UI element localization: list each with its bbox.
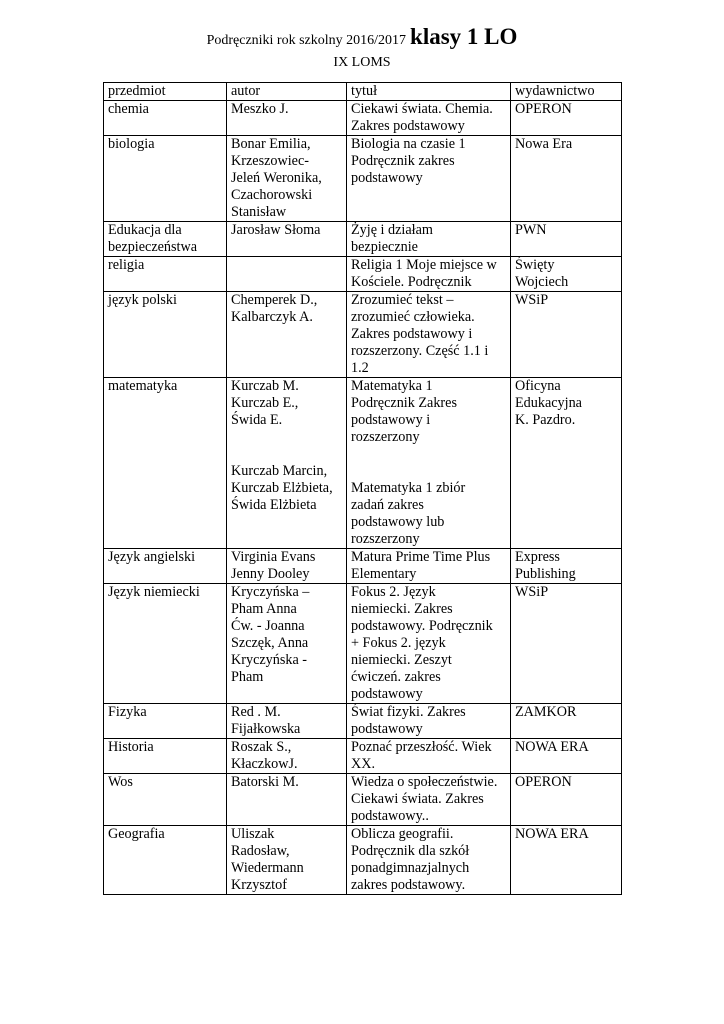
cell-text: rozszerzony: [351, 531, 420, 547]
cell-text: Matematyka 1: [351, 378, 433, 394]
cell-text: Fijałkowska: [231, 721, 301, 737]
cell-spacer: [231, 429, 342, 463]
table-header-row: [104, 83, 622, 101]
cell-author: [227, 739, 347, 774]
cell-subject: [104, 826, 227, 895]
cell-text: rozszerzony: [351, 429, 420, 445]
cell-text: Ćw. - Joanna: [231, 618, 305, 634]
cell-text: język polski: [108, 292, 177, 308]
cell-text: ponadgimnazjalnych: [351, 860, 470, 876]
cell-text: Nowa Era: [515, 136, 573, 152]
cell-text: + Fokus 2. język: [351, 635, 446, 651]
document-header: [0, 22, 724, 70]
cell-text: ZAMKOR: [515, 704, 577, 720]
cell-publisher: [511, 136, 622, 222]
cell-title: [347, 292, 511, 378]
cell-text: Uliszak: [231, 826, 275, 842]
cell-text: Święty: [515, 257, 555, 273]
cell-text: Express: [515, 549, 560, 565]
cell-publisher: [511, 292, 622, 378]
table-row: [104, 222, 622, 257]
cell-publisher: [511, 704, 622, 739]
table-row: [104, 292, 622, 378]
cell-text: Biologia na czasie 1: [351, 136, 466, 152]
cell-text: Zakres podstawowy i: [351, 326, 473, 342]
cell-text: Kurczab E.,: [231, 395, 299, 411]
cell-text: Świda E.: [231, 412, 283, 428]
cell-subject: [104, 774, 227, 826]
cell-title: [347, 549, 511, 584]
cell-text: Publishing: [515, 566, 576, 582]
cell-text: chemia: [108, 101, 149, 117]
cell-text: Krzysztof: [231, 877, 287, 893]
cell-text: Kurczab M.: [231, 378, 299, 394]
cell-text: Bonar Emilia,: [231, 136, 311, 152]
cell-text: Wiedermann: [231, 860, 304, 876]
cell-subject: [104, 378, 227, 549]
cell-publisher: [511, 378, 622, 549]
cell-publisher: [511, 101, 622, 136]
cell-text: Batorski M.: [231, 774, 299, 790]
cell-text: zadań zakres: [351, 497, 424, 513]
cell-text: Język niemiecki: [108, 584, 200, 600]
cell-text: Szczęk, Anna: [231, 635, 309, 651]
cell-text: podstawowy. Podręcznik: [351, 618, 493, 634]
cell-text: bezpiecznie: [351, 239, 418, 255]
cell-text: Podręcznik Zakres: [351, 395, 457, 411]
column-header-title: tytuł: [347, 83, 511, 101]
cell-subject: [104, 292, 227, 378]
cell-spacer: [351, 446, 506, 480]
cell-publisher: [511, 222, 622, 257]
cell-text: NOWA ERA: [515, 739, 589, 755]
cell-publisher: [511, 826, 622, 895]
cell-text: Wos: [108, 774, 133, 790]
cell-text: Red . M.: [231, 704, 281, 720]
cell-text: Geografia: [108, 826, 165, 842]
cell-text: podstawowy i: [351, 412, 431, 428]
cell-text: biologia: [108, 136, 155, 152]
cell-publisher: [511, 739, 622, 774]
cell-text: Kryczyńska -: [231, 652, 308, 668]
cell-title: [347, 378, 511, 549]
cell-text: WSiP: [515, 292, 549, 308]
cell-author: [227, 774, 347, 826]
cell-text: KłaczkowJ.: [231, 756, 298, 772]
cell-author: [227, 222, 347, 257]
textbook-table: [103, 82, 622, 895]
cell-text: zakres podstawowy.: [351, 877, 466, 893]
cell-text: podstawowy..: [351, 808, 429, 824]
cell-publisher: [511, 549, 622, 584]
cell-text: K. Pazdro.: [515, 412, 576, 428]
cell-title: [347, 222, 511, 257]
cell-author: [227, 549, 347, 584]
cell-text: Zrozumieć tekst –: [351, 292, 454, 308]
cell-text: Zakres podstawowy: [351, 118, 465, 134]
cell-text: Meszko J.: [231, 101, 289, 117]
cell-text: XX.: [351, 756, 376, 772]
cell-text: niemiecki. Zakres: [351, 601, 453, 617]
cell-text: 1.2: [351, 360, 369, 376]
cell-text: Kurczab Elżbieta,: [231, 480, 333, 496]
cell-text: podstawowy: [351, 721, 423, 737]
cell-title: [347, 704, 511, 739]
table-row: [104, 774, 622, 826]
cell-text: niemiecki. Zeszyt: [351, 652, 452, 668]
cell-subject: [104, 136, 227, 222]
cell-text: zrozumieć człowieka.: [351, 309, 475, 325]
cell-text: Stanisław: [231, 204, 287, 220]
cell-subject: [104, 704, 227, 739]
cell-text: Jenny Dooley: [231, 566, 310, 582]
cell-publisher: [511, 584, 622, 704]
cell-text: Oblicza geografii.: [351, 826, 454, 842]
cell-text: Kalbarczyk A.: [231, 309, 313, 325]
cell-text: Roszak S.,: [231, 739, 292, 755]
cell-text: Kościele. Podręcznik: [351, 274, 472, 290]
cell-text: Jarosław Słoma: [231, 222, 321, 238]
cell-text: Kryczyńska –: [231, 584, 310, 600]
cell-text: Pham Anna: [231, 601, 297, 617]
cell-text: Świda Elżbieta: [231, 497, 317, 513]
cell-text: bezpieczeństwa: [108, 239, 198, 255]
cell-text: WSiP: [515, 584, 549, 600]
table-row: [104, 257, 622, 292]
cell-title: [347, 584, 511, 704]
cell-author: [227, 257, 347, 292]
cell-text: Edukacja dla: [108, 222, 182, 238]
cell-text: Virginia Evans: [231, 549, 316, 565]
cell-text: Radosław,: [231, 843, 290, 859]
cell-publisher: [511, 257, 622, 292]
cell-text: Ciekawi świata. Chemia.: [351, 101, 493, 117]
cell-text: Język angielski: [108, 549, 196, 565]
table-row: [104, 549, 622, 584]
cell-text: podstawowy lub: [351, 514, 445, 530]
cell-subject: [104, 222, 227, 257]
cell-text: religia: [108, 257, 145, 273]
cell-author: [227, 292, 347, 378]
cell-text: OPERON: [515, 774, 572, 790]
cell-text: Fizyka: [108, 704, 147, 720]
cell-author: [227, 378, 347, 549]
cell-text: Religia 1 Moje miejsce w: [351, 257, 497, 273]
table-row: [104, 704, 622, 739]
cell-text: podstawowy: [351, 686, 423, 702]
cell-subject: [104, 739, 227, 774]
cell-title: [347, 136, 511, 222]
column-header-author: autor: [227, 83, 347, 101]
cell-text: OPERON: [515, 101, 572, 117]
cell-subject: [104, 549, 227, 584]
cell-text: Jeleń Weronika,: [231, 170, 322, 186]
cell-author: [227, 136, 347, 222]
cell-text: Krzeszowiec-: [231, 153, 309, 169]
cell-text: rozszerzony. Część 1.1 i: [351, 343, 489, 359]
table-row: [104, 584, 622, 704]
cell-text: Ciekawi świata. Zakres: [351, 791, 484, 807]
cell-text: Pham: [231, 669, 264, 685]
cell-text: Podręcznik dla szkół: [351, 843, 470, 859]
cell-text: podstawowy: [351, 170, 423, 186]
title-class: klasy 1 LO: [410, 24, 518, 49]
table-row: [104, 739, 622, 774]
cell-title: [347, 774, 511, 826]
cell-title: [347, 826, 511, 895]
cell-text: Wojciech: [515, 274, 569, 290]
cell-title: [347, 101, 511, 136]
cell-text: Fokus 2. Język: [351, 584, 436, 600]
column-header-publisher: wydawnictwo: [511, 83, 622, 101]
cell-author: [227, 826, 347, 895]
table-row: [104, 826, 622, 895]
column-header-subject: przedmiot: [104, 83, 227, 101]
cell-title: [347, 257, 511, 292]
cell-text: Poznać przeszłość. Wiek: [351, 739, 492, 755]
cell-text: Żyję i działam: [351, 222, 433, 238]
cell-author: [227, 101, 347, 136]
cell-text: matematyka: [108, 378, 178, 394]
cell-text: Matura Prime Time Plus: [351, 549, 491, 565]
cell-text: PWN: [515, 222, 547, 238]
cell-subject: [104, 257, 227, 292]
title-prefix: Podręczniki rok szkolny 2016/2017: [206, 33, 407, 48]
table-row: [104, 136, 622, 222]
table-row: [104, 101, 622, 136]
cell-text: Historia: [108, 739, 154, 755]
cell-title: [347, 739, 511, 774]
cell-text: Chemperek D.,: [231, 292, 318, 308]
table-body: [104, 101, 622, 895]
cell-text: NOWA ERA: [515, 826, 589, 842]
cell-publisher: [511, 774, 622, 826]
cell-text: ćwiczeń. zakres: [351, 669, 441, 685]
cell-text: Edukacyjna: [515, 395, 582, 411]
table-row: [104, 378, 622, 549]
cell-subject: [104, 101, 227, 136]
cell-author: [227, 704, 347, 739]
document-title: [0, 22, 724, 56]
cell-text: Podręcznik zakres: [351, 153, 455, 169]
document-subtitle: IX LOMS: [333, 55, 391, 70]
cell-text: Wiedza o społeczeństwie.: [351, 774, 498, 790]
cell-text: Matematyka 1 zbiór: [351, 480, 466, 496]
cell-text: Elementary: [351, 566, 417, 582]
cell-text: Kurczab Marcin,: [231, 463, 328, 479]
cell-text: Oficyna: [515, 378, 561, 394]
cell-text: Świat fizyki. Zakres: [351, 704, 466, 720]
cell-subject: [104, 584, 227, 704]
cell-text: Czachorowski: [231, 187, 313, 203]
cell-author: [227, 584, 347, 704]
